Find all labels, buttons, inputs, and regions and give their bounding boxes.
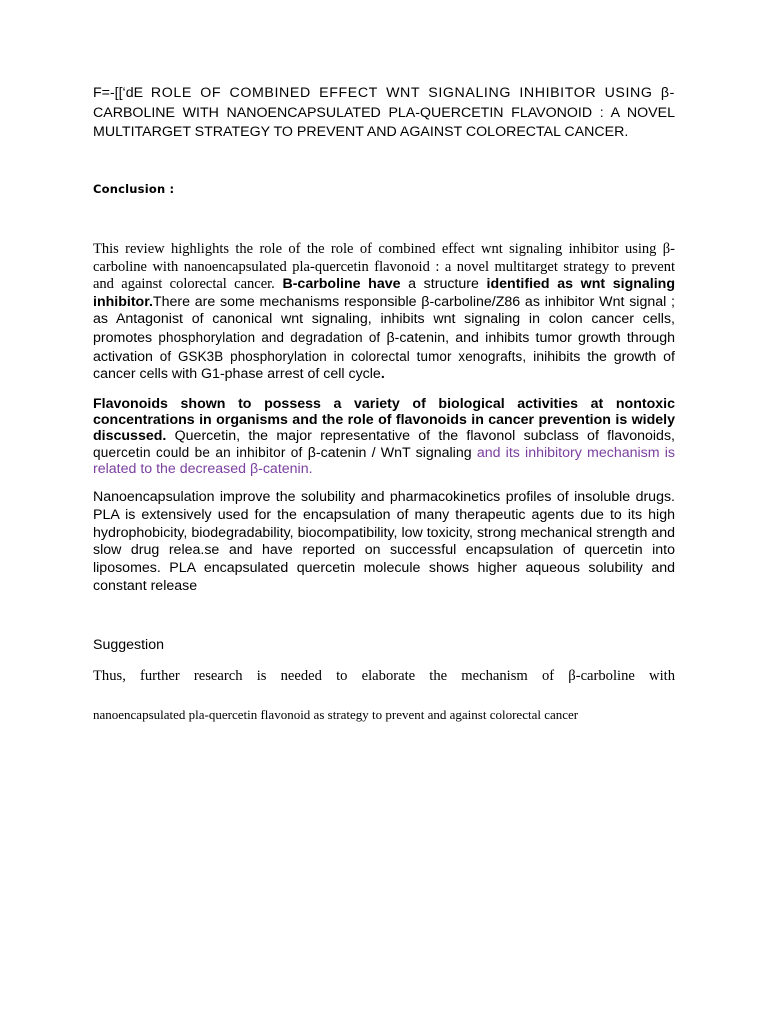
p1-intro: This review highlights the role of the role of [93,241,379,257]
title-prefix: F=-[[‘dE [93,85,151,101]
suggestion-line-2: nanoencapsulated pla-quercetin flavonoid as strategy to prevent and against colorectal cancer [93,707,579,722]
conclusion-heading: Conclusion : [93,182,175,196]
conclusion-paragraph-2 [93,396,675,477]
p1-text-2: There are some mechanisms responsible β-carboline/Z86 as inhibitor Wnt signal ; as Antagonist of canonical wnt signaling, inhibits wnt signaling in colon cancer cells, promotes [93,293,675,346]
p1-text-4: inihibits the growth of cancer cells with G1-phase arrest of cell cycle [93,348,675,383]
p1-topic: combined effect wnt signaling inhibitor using β-carboline with nanoencapsulated pla-quercetin flavonoid : a novel multitarget strategy to prevent and against colorectal cancer. [93,241,675,293]
title-first-line: ROLE OF COMBINED EFFECT WNT SIGNALING INHIBITOR USING β- [150,85,675,101]
p2-light: quercetin could be an inhibitor of [93,444,308,460]
p1-bold-1: Β-carboline have [274,276,401,293]
document-title [93,84,675,143]
suggestion-heading: Suggestion [93,637,164,653]
p2-text-1: Quercetin, the major representative of the flavonol subclass of flavonoids, [166,428,675,445]
p1-bold-2: identified as wnt signaling inhibitor. [93,276,676,310]
p1-text-3: β-catenin, and inhibits tumor growth through activation [93,329,675,365]
p1-light-2: of GSK3B phosphorylation in colorectal tumor xenografts, [159,348,527,364]
p1-light-1: phosphorylation and degradation of [158,329,387,345]
suggestion-line-1: Thus, further research is needed to elaborate the mechanism of β-carboline with [93,668,675,684]
conclusion-paragraph-1 [93,241,675,384]
document-page [93,0,675,1024]
p2-text-2: β-catenin / WnT signaling [307,444,477,461]
p2-bold: Flavonoids shown to possess a variety of biological activities at nontoxic concentrations in organisms and the role of flavonoids in cancer prevention is widely discussed. [93,396,675,445]
p1-text-1: a structure [400,276,487,293]
p2-purple: and its inhibitory mechanism is related to the decreased β-catenin. [93,444,675,477]
p1-bold-3: . [380,366,385,383]
title-rest: CARBOLINE WITH NANOENCAPSULATED PLA-QUERCETIN FLAVONOID : A NOVEL MULTITARGET STRATEGY TO PREVENT AND AGAINST COLORECTAL CANCER. [93,104,675,140]
conclusion-paragraph-3: Nanoencapsulation improve the solubility and pharmacokinetics profiles of insoluble drugs. PLA is extensively used for the encapsulation of many therapeutic agents due to its high hydrophobicity, biodegradability, biocompatibility, low toxicity, strong mechanical strength and slow drug relea.se and have reported on successful encapsulation of quercetin into liposomes. PLA encapsulated quercetin molecule shows higher aqueous solubility and constant release [93,489,675,594]
suggestion-paragraph [93,667,675,725]
